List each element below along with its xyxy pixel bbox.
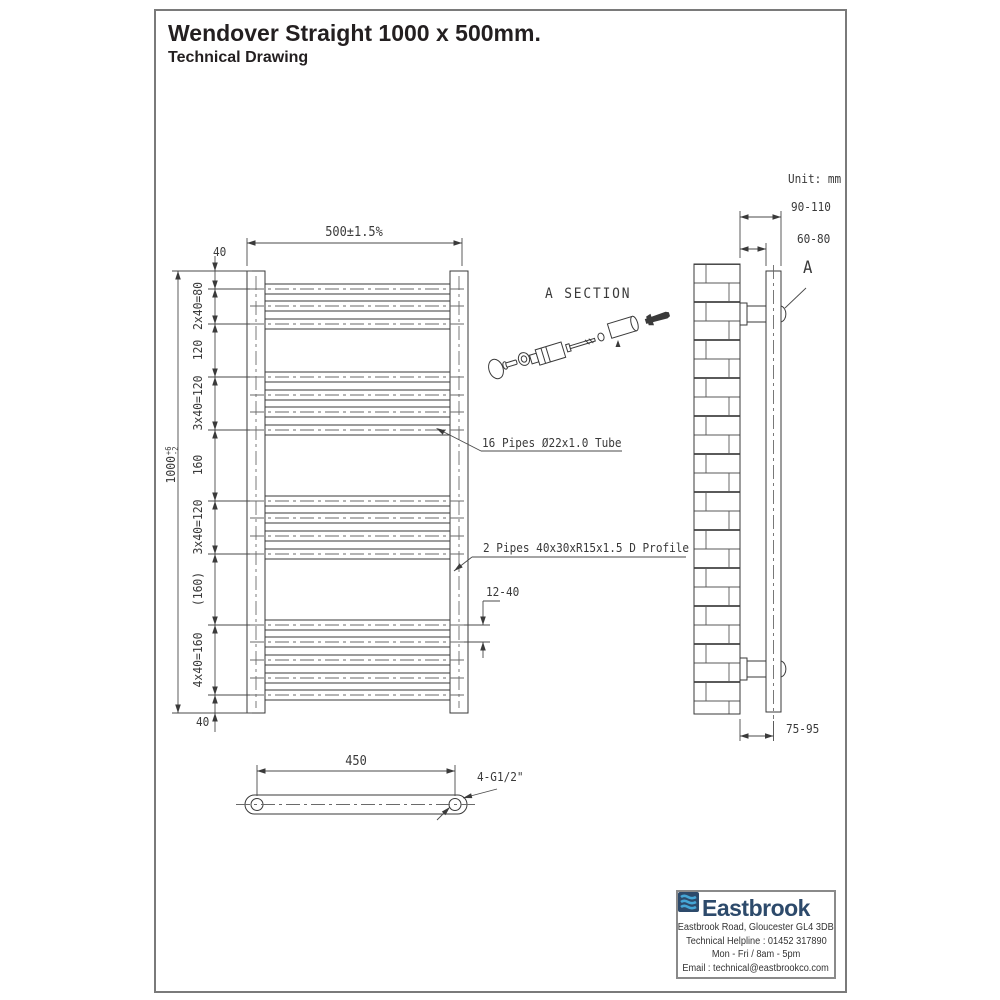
dim-width-label: 500±1.5%: [325, 225, 383, 240]
front-view-drawing: [172, 238, 686, 732]
tol-minus: -2: [170, 446, 180, 456]
dim-wall-to-front-label: 90-110: [791, 200, 831, 214]
page-title: Wendover Straight 1000 x 500mm.: [168, 20, 541, 46]
dim-top-offset-label: 40: [213, 245, 227, 259]
brand-hours: Mon - Fri / 8am - 5pm: [711, 949, 801, 960]
tol-plus: +6: [163, 446, 173, 456]
connections-label: 4-G1/2": [477, 770, 524, 784]
brand-helpline: Technical Helpline : 01452 317890: [685, 935, 827, 947]
brand-info-box: [676, 890, 836, 979]
dim-bottom-label: 75-95: [786, 722, 820, 736]
side-view-drawing: [694, 211, 806, 741]
chain-dim-4: 160: [191, 454, 205, 476]
dim-height-tolerance: [164, 447, 178, 456]
brand-row: [702, 895, 810, 921]
small-screw: [502, 358, 518, 369]
dim-overall-height-label: [164, 447, 179, 484]
brand-wordmark: Eastbrook: [702, 894, 810, 921]
bracket-body: [528, 342, 565, 367]
sleeve-cylinder: [607, 315, 639, 338]
wall-plug: [644, 308, 671, 327]
dim-height-value: 1000: [163, 456, 178, 484]
brand-email: Email : technical@eastbrookco.com: [682, 962, 830, 974]
bracket-section-label: A: [803, 258, 813, 278]
pipes-vertical-label: 2 Pipes 40x30xR15x1.5 D Profile: [483, 541, 690, 555]
chain-dim-3: 3x40=120: [191, 375, 205, 431]
fixing-screw: [566, 336, 596, 352]
bottom-view-drawing: [236, 765, 497, 820]
dim-centres-label: 450: [345, 754, 367, 769]
section-a-title: A SECTION: [545, 286, 632, 302]
dim-bottom-offset-label: 40: [196, 715, 210, 729]
chain-dim-2: 120: [191, 339, 205, 361]
chain-dim-1: 2x40=80: [191, 281, 205, 331]
chain-dim-6: (160): [191, 571, 205, 607]
dim-pipe-gap-label: 12-40: [486, 585, 520, 599]
wall-brick-section: [694, 264, 740, 714]
washer: [517, 351, 532, 367]
brand-waves-icon: [678, 892, 699, 912]
horizontal-pipes: [265, 284, 450, 700]
chain-dim-5: 3x40=120: [191, 499, 205, 555]
nut: [597, 332, 605, 341]
page-subtitle: Technical Drawing: [168, 49, 309, 66]
chain-dim-7: 4x40=160: [191, 632, 205, 688]
pointer-mark: [616, 340, 621, 347]
front-view-arrows: [175, 240, 486, 721]
pipes-horizontal-label: 16 Pipes Ø22x1.0 Tube: [482, 436, 622, 450]
dim-wall-to-rear-label: 60-80: [797, 232, 831, 246]
brand-address: Eastbrook Road, Gloucester GL4 3DB: [678, 922, 834, 933]
section-a-parts: [486, 308, 671, 380]
unit-label: Unit: mm: [788, 172, 842, 186]
cap-disc: [486, 357, 506, 381]
